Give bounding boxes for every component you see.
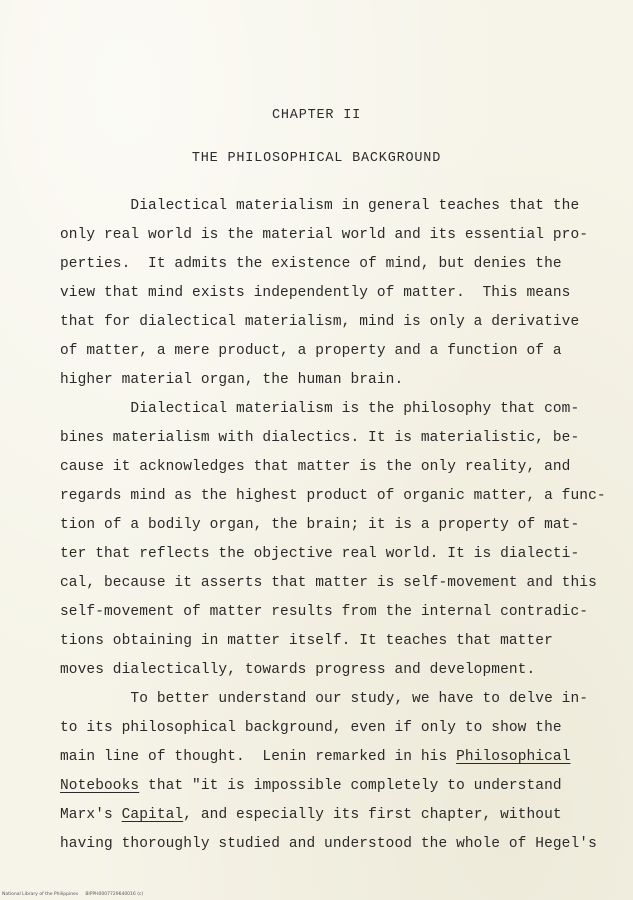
text-line (60, 777, 600, 795)
text-line: cause it acknowledges that matter is the only reality, and (60, 459, 571, 475)
text-line: bines materialism with dialectics. It is materialistic, be- (60, 430, 580, 446)
text-line (60, 806, 600, 824)
book-title-underlined: Notebooks (60, 778, 140, 794)
text-line: tions obtaining in matter itself. It teaches that matter (60, 633, 553, 649)
text-line: moves dialectically, towards progress and development. (60, 662, 536, 678)
text-segment: main line of thought. Lenin remarked in his (60, 749, 457, 765)
text-line: tion of a bodily organ, the brain; it is a property of mat- (60, 517, 580, 533)
text-line: that for dialectical materialism, mind is only a derivative (60, 314, 580, 330)
book-title-underlined: Capital (121, 807, 184, 823)
text-line: self-movement of matter results from the internal contradic- (60, 604, 589, 620)
text-line: cal, because it asserts that matter is self-movement and this (60, 575, 597, 591)
text-line: regards mind as the highest product of organic matter, a func- (60, 488, 606, 504)
text-line: To better understand our study, we have to delve in- (60, 691, 589, 707)
text-line: to its philosophical background, even if only to show the (60, 720, 562, 736)
chapter-heading: CHAPTER II (271, 108, 361, 123)
chapter-title: THE PHILOSOPHICAL BACKGROUND (191, 151, 442, 166)
book-title-underlined: Philosophical (456, 749, 571, 765)
text-line: ter that reflects the objective real world. It is dialecti- (60, 546, 580, 562)
text-line (60, 748, 600, 766)
archive-footer: National Library of the Philippines BIPPH0007729640016 (c) (2, 892, 144, 897)
text-line: perties. It admits the existence of mind, but denies the (60, 256, 562, 272)
text-segment: that "it is impossible completely to understand (139, 778, 562, 794)
text-line: only real world is the material world and its essential pro- (60, 227, 589, 243)
text-segment: Marx's (60, 807, 122, 823)
text-line: Dialectical materialism in general teaches that the (60, 198, 580, 214)
text-line: view that mind exists independently of matter. This means (60, 285, 571, 301)
text-line: Dialectical materialism is the philosophy that com- (60, 401, 580, 417)
text-segment: , and especially its first chapter, without (183, 807, 562, 823)
text-line: having thoroughly studied and understood the whole of Hegel's (60, 836, 597, 852)
text-line: of matter, a mere product, a property and a function of a (60, 343, 562, 359)
text-line: higher material organ, the human brain. (60, 372, 404, 388)
